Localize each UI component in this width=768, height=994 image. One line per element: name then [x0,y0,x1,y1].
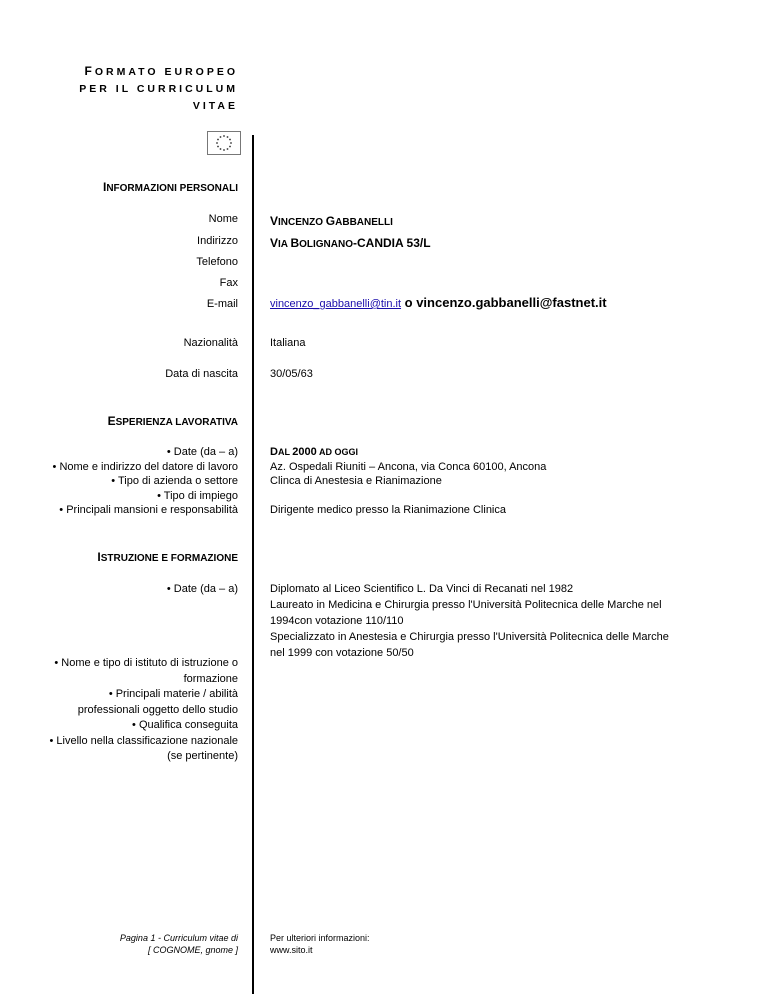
work-company: Clinca di Anestesia e Rianimazione [270,475,442,487]
value-email: vincenzo_gabbanelli@tin.it o vincenzo.gabbanelli@fastnet.it [270,295,607,310]
value-indirizzo: VIA BOLIGNANO-CANDIA 53/L [270,236,431,250]
footer-page-info: Pagina 1 - Curriculum vitae di [ COGNOME, gnome ] [119,933,238,955]
value-nazionalita: Italiana [270,337,306,349]
education-date-label: • Date (da – a) [166,583,238,595]
document-title: FORMATO EUROPEO PER IL CURRICULUM VITAE [79,64,238,112]
education-details: Diplomato al Liceo Scientifico L. Da Vinci di Recanati nel 1982 Laureato in Medicina e Chirurgia presso l'Università Politecnica delle Marche nel 1994con votazione 110/110 Specializzato in Anestesia e Chirurgia presso l'Università Politecnica delle Marche nel 1999 con votazione 50/50 [270,583,669,659]
education-labels: • Nome e tipo di istituto di istruzione o formazione • Principali materie / abilità professionali oggetto dello studio • Qualifica conseguita • Livello nella classificazione nazionale (se pertinente) [49,657,238,762]
section-title-education: ISTRUZIONE E FORMAZIONE [97,550,238,564]
work-employer: Az. Ospedali Riuniti – Ancona, via Conca 60100, Ancona [270,460,547,473]
label-nascita: Data di nascita [165,368,238,380]
label-indirizzo: Indirizzo [197,235,238,247]
label-nome: Nome [208,213,238,225]
email-alt: vincenzo.gabbanelli@fastnet.it [416,295,607,310]
work-values [270,445,546,518]
column-divider [252,135,254,994]
section-title-work: ESPERIENZA LAVORATIVA [107,414,238,428]
value-nome: VINCENZO GABBANELLI [270,214,393,228]
work-labels: • Date (da – a) • Nome e indirizzo del datore di lavoro • Tipo di azienda o settore • Tipo di impiego • Principali mansioni e responsabilità [52,446,238,516]
label-email: E-mail [206,298,238,310]
footer-more-info: Per ulteriori informazioni: www.sito.it [270,933,370,955]
eu-flag-icon [207,131,241,155]
label-nazionalita: Nazionalità [183,337,238,349]
work-duties: Dirigente medico presso la Rianimazione Clinica [270,504,506,516]
email-link[interactable]: vincenzo_gabbanelli@tin.it [270,298,402,310]
value-nascita: 30/05/63 [270,368,313,380]
work-date: DAL 2000 AD OGGI [270,446,358,458]
label-fax: Fax [219,277,238,289]
section-title-personal: INFORMAZIONI PERSONALI [102,180,238,194]
label-telefono: Telefono [196,256,238,268]
